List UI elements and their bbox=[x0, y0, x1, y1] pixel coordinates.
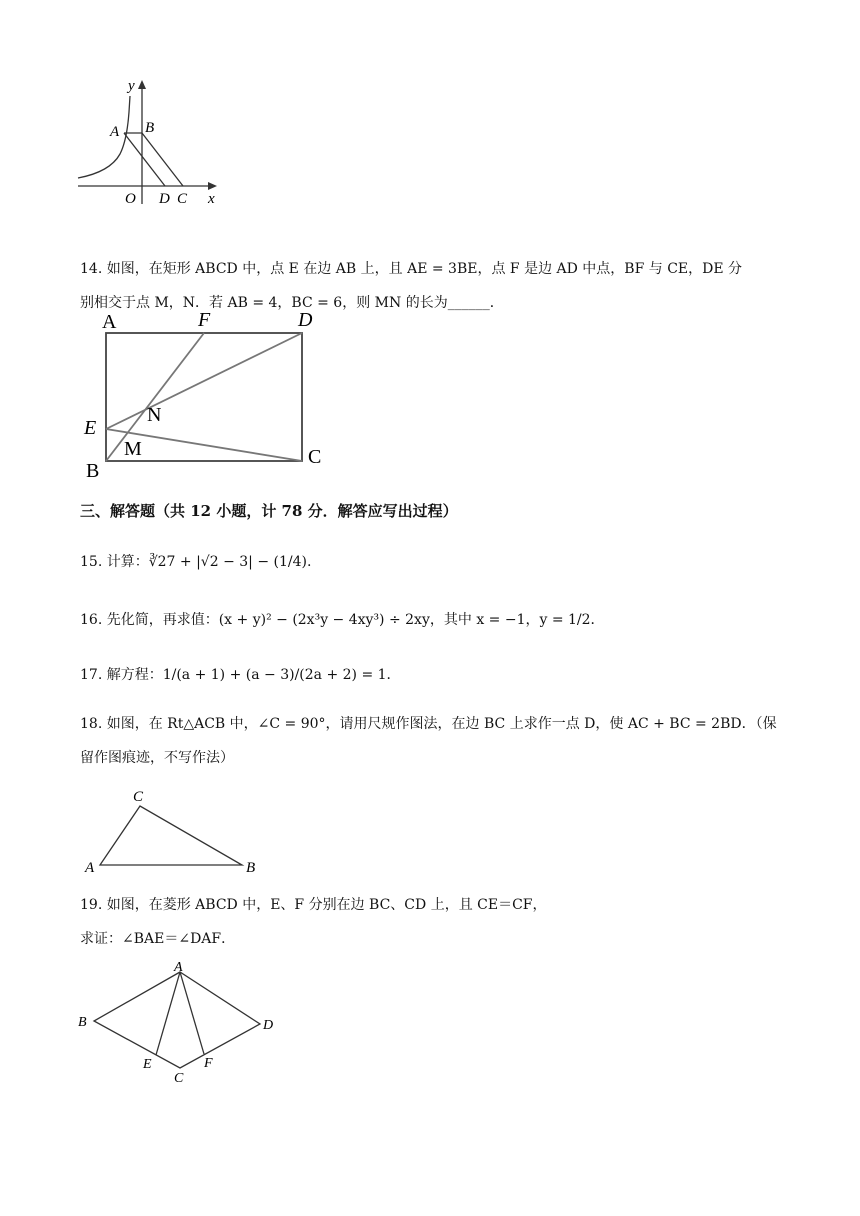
segment-bc bbox=[142, 133, 183, 186]
triangle-acb bbox=[100, 806, 242, 865]
label-d: D bbox=[298, 309, 313, 331]
label-f: F bbox=[204, 1056, 213, 1071]
label-b: B bbox=[145, 120, 155, 136]
y-axis-arrow-icon bbox=[138, 80, 146, 89]
label-e: E bbox=[143, 1057, 152, 1072]
q18-line-2: 留作图痕迹，不写作法） bbox=[80, 750, 234, 766]
label-o: O bbox=[125, 191, 136, 207]
q14-line-2: 别相交于点 M，N．若 AB = 4，BC = 6，则 MN 的长为______． bbox=[80, 295, 504, 311]
label-c: C bbox=[177, 191, 188, 207]
x-axis-arrow-icon bbox=[208, 182, 217, 190]
q14-figure bbox=[80, 304, 340, 486]
label-f: F bbox=[198, 309, 211, 331]
q17-text: 17. 解方程：1/(a + 1) + (a − 3)/(2a + 2) = 1． bbox=[80, 667, 401, 683]
label-d: D bbox=[159, 191, 170, 207]
label-c: C bbox=[174, 1071, 184, 1086]
q15-text: 15. 计算：∛27 + |√2 − 3| − (1/4). bbox=[80, 554, 312, 570]
segment-ed bbox=[106, 333, 302, 429]
label-a: A bbox=[85, 860, 95, 876]
label-e: E bbox=[84, 417, 97, 439]
q16-text: 16. 先化简，再求值：(x + y)² − (2x³y − 4xy³) ÷ 2xy，其中 x = −1，y = 1/2． bbox=[80, 612, 605, 628]
label-b: B bbox=[78, 1015, 87, 1030]
label-c: C bbox=[133, 789, 144, 805]
q14-line-1: 14. 如图，在矩形 ABCD 中，点 E 在边 AB 上，且 AE = 3BE，点 F 是边 AD 中点，BF 与 CE，DE 分 bbox=[80, 261, 743, 277]
label-y: y bbox=[128, 78, 135, 94]
label-a: A bbox=[174, 960, 183, 975]
label-a: A bbox=[110, 124, 120, 140]
q19-line-1: 19. 如图，在菱形 ABCD 中，E、F 分别在边 BC、CD 上，且 CE＝CF， bbox=[80, 897, 547, 913]
q19-figure bbox=[74, 958, 284, 1088]
segment-ad bbox=[124, 133, 165, 186]
segment-ae bbox=[156, 972, 180, 1055]
segment-af bbox=[180, 972, 204, 1054]
label-a: A bbox=[102, 311, 117, 333]
label-b: B bbox=[86, 460, 100, 482]
label-x: x bbox=[208, 191, 215, 207]
label-d: D bbox=[263, 1018, 274, 1033]
q18-figure bbox=[80, 784, 270, 878]
label-n: N bbox=[147, 404, 162, 426]
q13-figure bbox=[70, 74, 230, 210]
rhombus-abcd bbox=[94, 972, 260, 1068]
label-m: M bbox=[124, 438, 142, 460]
section-3-heading: 三、解答题（共 12 小题，计 78 分．解答应写出过程） bbox=[80, 502, 458, 520]
q19-line-2: 求证：∠BAE＝∠DAF． bbox=[80, 931, 236, 947]
hyperbola-curve bbox=[78, 96, 130, 178]
label-c: C bbox=[308, 446, 322, 468]
label-b: B bbox=[246, 860, 256, 876]
q18-line-1: 18. 如图，在 Rt△ACB 中，∠C = 90°，请用尺规作图法，在边 BC 上求作一点 D，使 AC + BC = 2BD．（保 bbox=[80, 716, 777, 732]
